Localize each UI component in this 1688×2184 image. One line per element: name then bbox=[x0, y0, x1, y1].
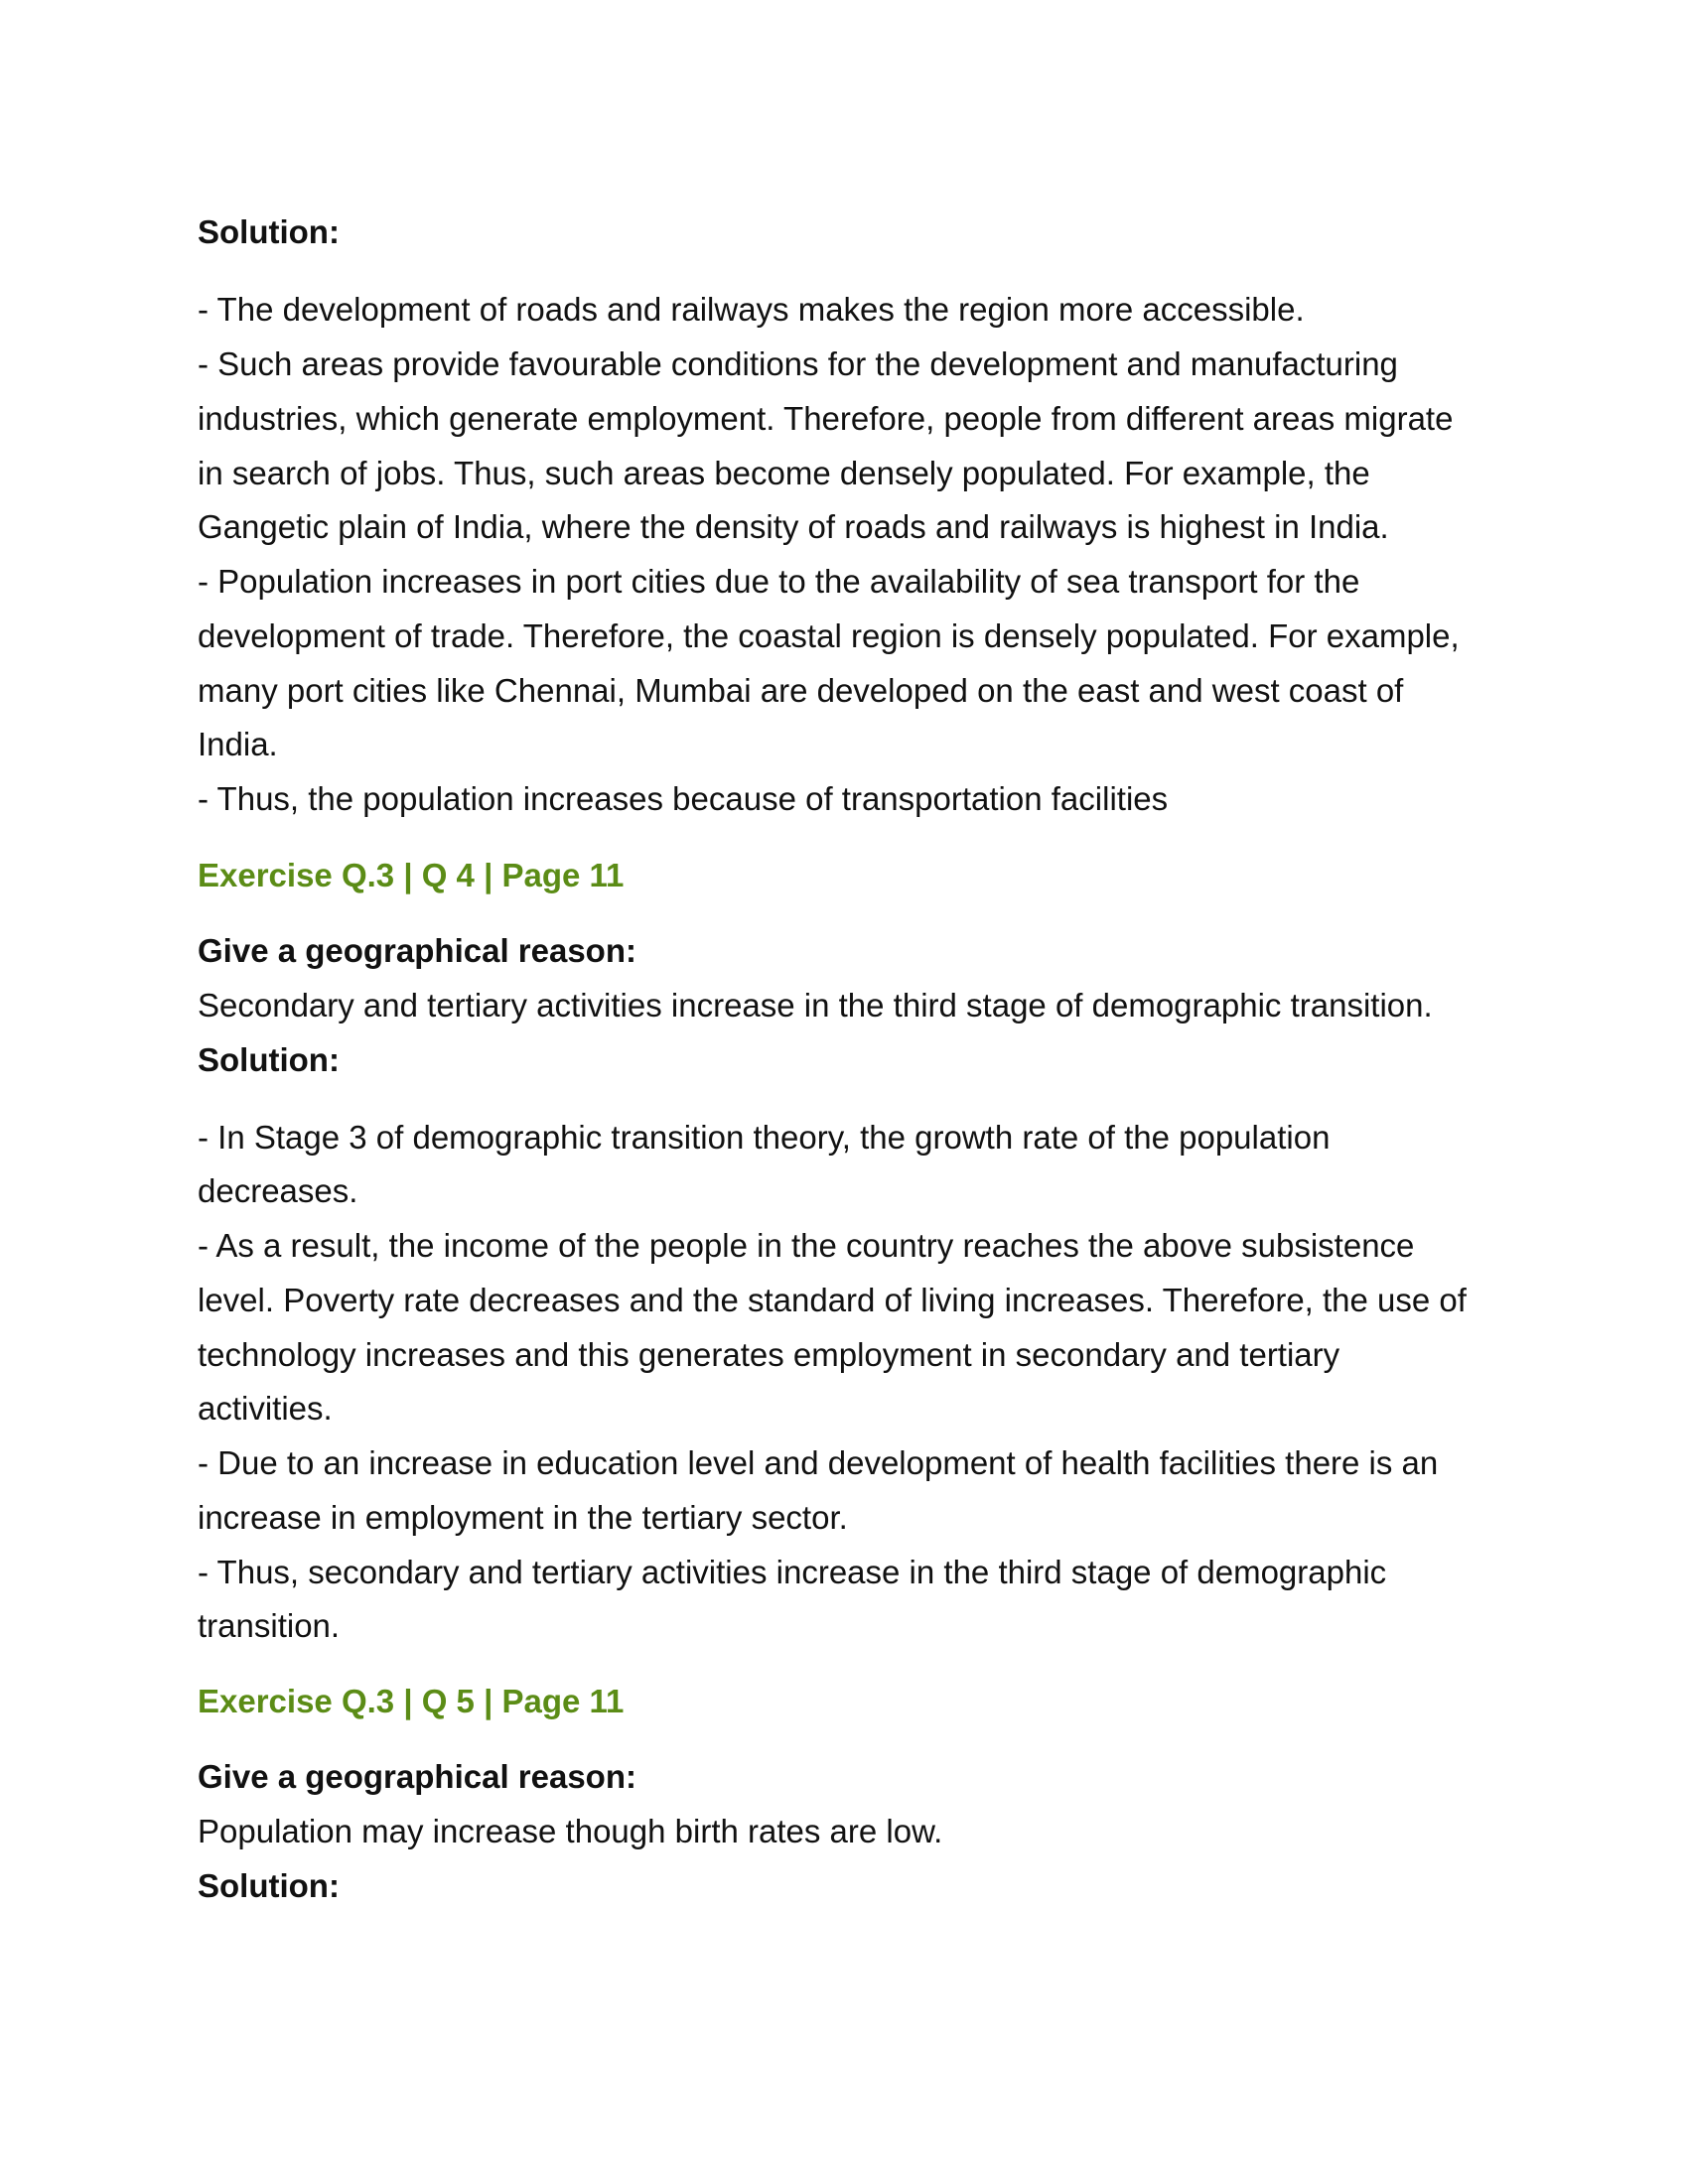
solution-label: Solution: bbox=[198, 213, 340, 250]
solution-line: India. bbox=[198, 726, 278, 762]
solution-line: Gangetic plain of India, where the density of roads and railways is highest in India. bbox=[198, 508, 1389, 545]
solution-label: Solution: bbox=[198, 1867, 340, 1904]
solution-line: increase in employment in the tertiary sector. bbox=[198, 1499, 848, 1536]
solution-line: level. Poverty rate decreases and the standard of living increases. Therefore, the use of bbox=[198, 1282, 1467, 1318]
question-prompt-label: Give a geographical reason: bbox=[198, 932, 636, 969]
solution-label: Solution: bbox=[198, 1041, 340, 1078]
solution-line: - Population increases in port cities due to the availability of sea transport for the bbox=[198, 563, 1360, 600]
solution-line: - The development of roads and railways makes the region more accessible. bbox=[198, 291, 1305, 328]
solution-line: many port cities like Chennai, Mumbai are developed on the east and west coast of bbox=[198, 672, 1404, 709]
solution-line: - As a result, the income of the people in the country reaches the above subsistence bbox=[198, 1227, 1415, 1264]
solution-line: development of trade. Therefore, the coastal region is densely populated. For example, bbox=[198, 617, 1460, 654]
solution-line: transition. bbox=[198, 1607, 341, 1644]
solution-line: - Thus, the population increases because of transportation facilities bbox=[198, 780, 1169, 817]
solution-line: decreases. bbox=[198, 1172, 358, 1209]
question-text: Population may increase though birth rates are low. bbox=[198, 1813, 943, 1849]
question-prompt-label: Give a geographical reason: bbox=[198, 1758, 636, 1795]
solution-line: - Thus, secondary and tertiary activities increase in the third stage of demographic bbox=[198, 1554, 1387, 1590]
exercise-heading: Exercise Q.3 | Q 5 | Page 11 bbox=[198, 1683, 625, 1719]
solution-line: - Such areas provide favourable conditions for the development and manufacturing bbox=[198, 345, 1398, 382]
solution-line: - In Stage 3 of demographic transition theory, the growth rate of the population bbox=[198, 1119, 1331, 1156]
exercise-heading: Exercise Q.3 | Q 4 | Page 11 bbox=[198, 857, 625, 893]
question-text: Secondary and tertiary activities increase in the third stage of demographic transition. bbox=[198, 987, 1433, 1024]
solution-line: - Due to an increase in education level and development of health facilities there is an bbox=[198, 1444, 1439, 1481]
solution-line: activities. bbox=[198, 1390, 333, 1427]
solution-line: in search of jobs. Thus, such areas become densely populated. For example, the bbox=[198, 455, 1370, 491]
solution-line: industries, which generate employment. Therefore, people from different areas migrate bbox=[198, 400, 1454, 437]
solution-line: technology increases and this generates employment in secondary and tertiary bbox=[198, 1336, 1340, 1373]
